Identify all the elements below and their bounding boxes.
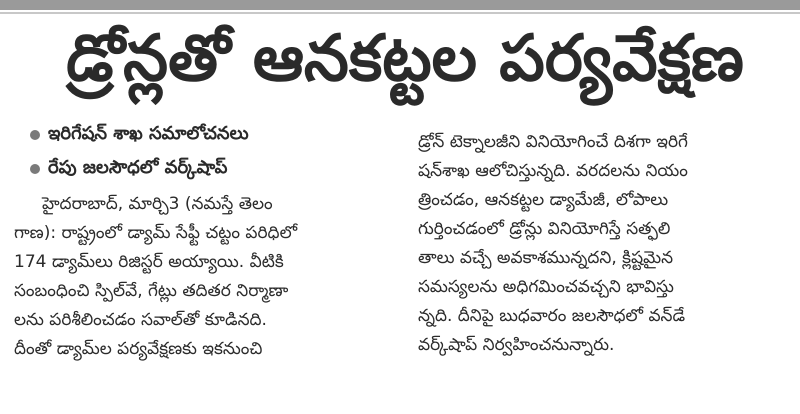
body-line: హైదరాబాద్, మార్చి3 (నమస్తే తెలం — [42, 194, 273, 214]
body-line: త్రించడం, ఆనకట్టల డ్యామేజీ, లోపాలు — [418, 190, 669, 210]
body-line: లను పరిశీలించడం సవాల్‌తో కూడినది. — [14, 310, 267, 330]
left-column — [14, 118, 402, 408]
right-column — [418, 128, 790, 398]
body-line: వర్క్‌షాప్ నిర్వహించనున్నారు. — [418, 335, 615, 355]
body-line: తాలు వచ్చే అవకాశమున్నదని, క్లిష్టమైన — [418, 248, 674, 268]
bullet-item — [14, 152, 402, 186]
body-line: దీంతో డ్యామ్‌ల పర్యవేక్షణకు ఇకనుంచి — [14, 339, 263, 359]
body-line: 174 డ్యామ్‌లు రిజిస్టర్ అయ్యాయి. వీటికి — [14, 252, 284, 272]
body-line: సంబంధించి స్పిల్‌వే, గేట్లు తదితర నిర్మాణా — [14, 281, 289, 301]
body-line: డ్రోన్ టెక్నాలజీని వినియోగించే దిశగా ఇరిగే — [418, 132, 688, 152]
bullet-dot-icon — [30, 130, 40, 140]
top-rule — [0, 0, 800, 10]
headline: డ్రోన్లతో ఆనకట్టల పర్యవేక్షణ — [66, 21, 744, 96]
column-gap — [408, 130, 409, 380]
body-line: సమస్యలను అధిగమించవచ్చని భావిస్తు — [418, 277, 674, 297]
body-line: గాణ): రాష్ట్రంలో డ్యామ్ సేఫ్టీ చట్టం పరిధిలో — [14, 223, 298, 243]
body-line: న్నది. దీనిపై బుధవారం జలసౌధలో వన్‌డే — [418, 306, 686, 326]
bullet-dot-icon — [30, 164, 40, 174]
body-line: గుర్తించడంలో డ్రోన్లు వినియోగిస్తే సత్ఫలి — [418, 219, 671, 239]
top-rule-thin — [0, 12, 800, 14]
bullet-text: ఇరిగేషన్ శాఖ సమాలోచనలు — [48, 122, 249, 144]
left-body-text — [14, 190, 402, 364]
bullet-text: రేపు జలసౌధలో వర్క్‌షాప్ — [48, 156, 228, 178]
bullet-item — [14, 118, 402, 152]
body-line: షన్‌శాఖ ఆలోచిస్తున్నది. వరదలను నియం — [418, 161, 688, 181]
